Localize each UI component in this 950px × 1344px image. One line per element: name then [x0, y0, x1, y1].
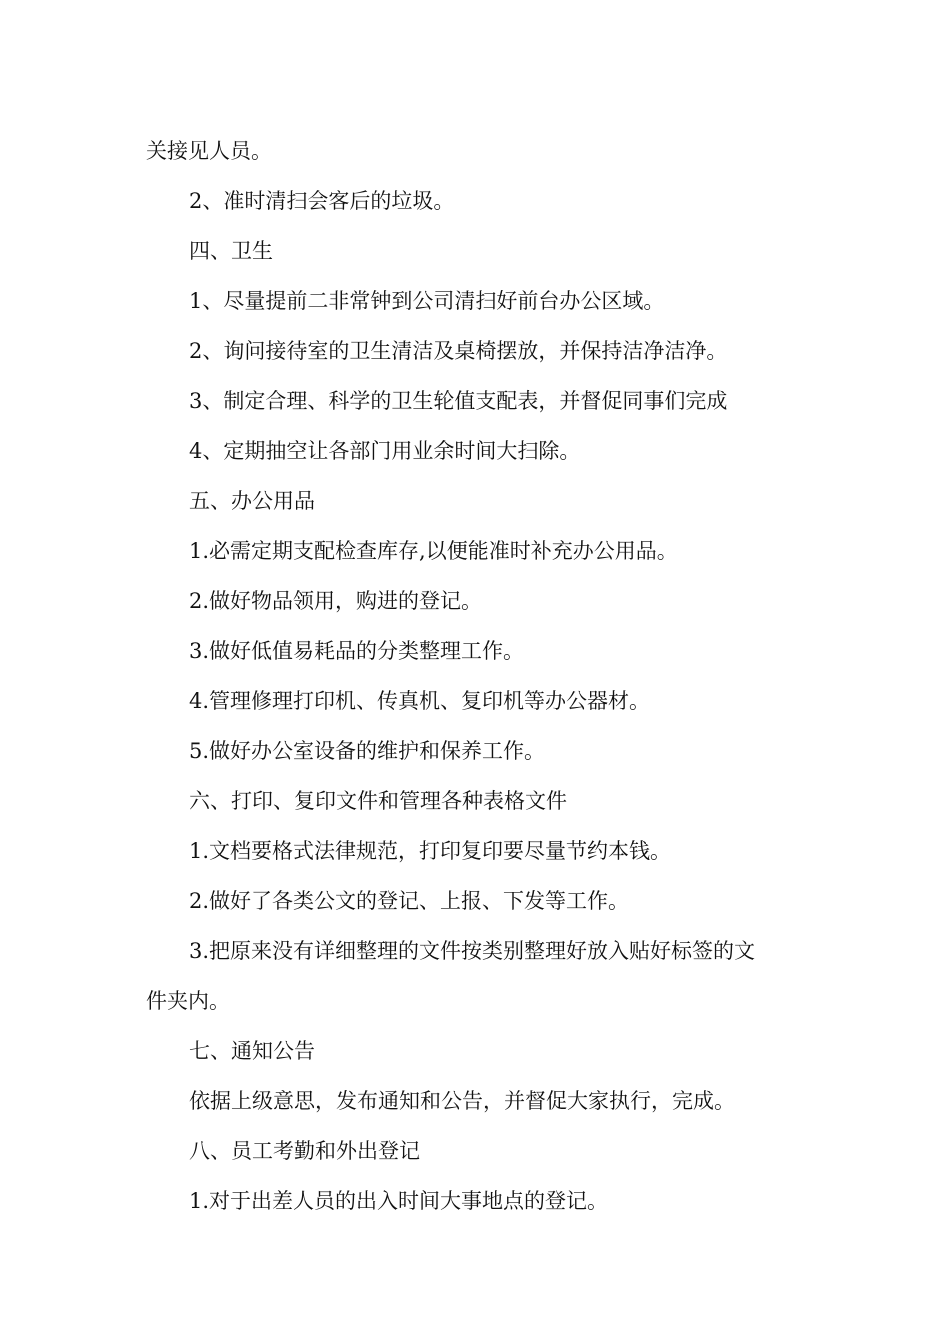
section-heading: 四、卫生 — [189, 239, 273, 263]
text-line: 3.把原来没有详细整理的文件按类别整理好放入贴好标签的文 — [189, 939, 756, 963]
text-line: 2、询问接待室的卫生清洁及桌椅摆放，并保持洁净洁净。 — [189, 339, 728, 363]
section-heading: 六、打印、复印文件和管理各种表格文件 — [189, 789, 567, 813]
text-line: 1.对于出差人员的出入时间大事地点的登记。 — [189, 1189, 609, 1213]
text-line: 2.做好了各类公文的登记、上报、下发等工作。 — [189, 889, 630, 913]
text-line: 关接见人员。 — [146, 139, 272, 163]
text-line: 1.必需定期支配检查库存,以便能准时补充办公用品。 — [189, 539, 678, 563]
text-line: 3.做好低值易耗品的分类整理工作。 — [189, 639, 525, 663]
section-heading: 七、通知公告 — [189, 1039, 315, 1063]
text-line: 2.做好物品领用，购进的登记。 — [189, 589, 483, 613]
text-line: 2、准时清扫会客后的垃圾。 — [189, 189, 455, 213]
text-line: 1、尽量提前二非常钟到公司清扫好前台办公区域。 — [189, 289, 665, 313]
text-line: 依据上级意思，发布通知和公告，并督促大家执行，完成。 — [189, 1089, 735, 1113]
text-line: 3、制定合理、科学的卫生轮值支配表，并督促同事们完成 — [189, 389, 728, 413]
section-heading: 五、办公用品 — [189, 489, 315, 513]
text-line: 件夹内。 — [146, 989, 230, 1013]
section-heading: 八、员工考勤和外出登记 — [189, 1139, 420, 1163]
text-line: 4、定期抽空让各部门用业余时间大扫除。 — [189, 439, 581, 463]
text-line: 1.文档要格式法律规范，打印复印要尽量节约本钱。 — [189, 839, 672, 863]
text-line: 4.管理修理打印机、传真机、复印机等办公器材。 — [189, 689, 651, 713]
text-line: 5.做好办公室设备的维护和保养工作。 — [189, 739, 546, 763]
